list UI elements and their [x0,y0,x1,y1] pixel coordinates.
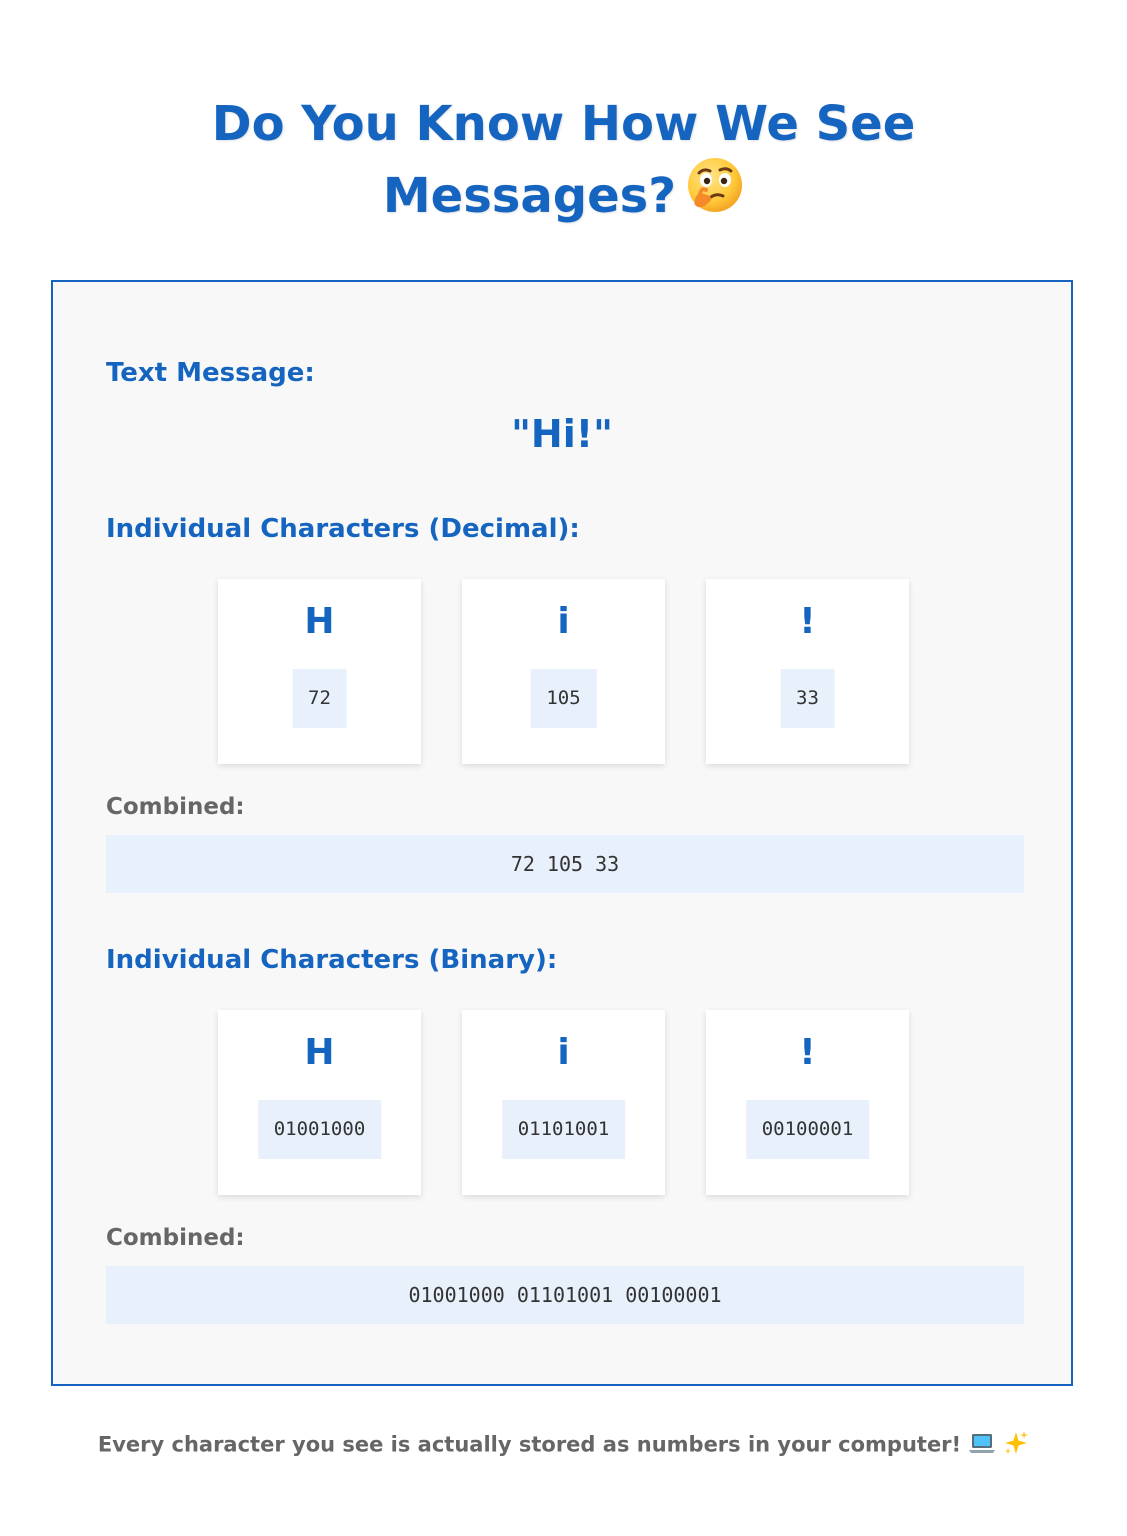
sparkles-icon [1003,1430,1029,1461]
decimal-combined-value: 72 105 33 [106,835,1024,893]
binary-card-h [218,1010,421,1195]
binary-card-i [462,1010,665,1195]
text-message-label: Text Message: [106,358,315,388]
decimal-heading: Individual Characters (Decimal): [106,514,580,544]
character: ! [799,601,816,642]
text-message-value: "Hi!" [511,412,613,456]
binary-code: 01101001 [502,1100,626,1159]
laptop-icon [969,1431,995,1460]
conversion-panel [51,280,1073,1386]
binary-heading: Individual Characters (Binary): [106,945,558,975]
character: H [304,1032,335,1073]
binary-code: 01001000 [258,1100,382,1159]
decimal-code: 33 [780,669,835,728]
thinking-face-icon [686,156,744,234]
page-title-line-1: Do You Know How We See [211,96,916,152]
binary-code: 00100001 [746,1100,870,1159]
binary-combined-label: Combined: [106,1225,245,1251]
binary-cards [218,1010,911,1195]
decimal-card-exclamation [706,579,909,764]
character: H [304,601,335,642]
binary-card-exclamation [706,1010,909,1195]
decimal-code: 105 [530,669,596,728]
character: i [557,601,570,642]
page-title-line-2 [0,160,1127,238]
decimal-combined-label: Combined: [106,794,245,820]
character: ! [799,1032,816,1073]
decimal-code: 72 [292,669,347,728]
footer-note [0,1430,1127,1461]
decimal-card-h [218,579,421,764]
character: i [557,1032,570,1073]
page-title [0,88,1127,238]
page-title-line-2-text: Messages? [382,168,677,224]
decimal-cards [218,579,911,764]
binary-combined-value: 01001000 01101001 00100001 [106,1266,1024,1324]
footer-text: Every character you see is actually stored as numbers in your computer! [97,1432,962,1457]
decimal-card-i [462,579,665,764]
